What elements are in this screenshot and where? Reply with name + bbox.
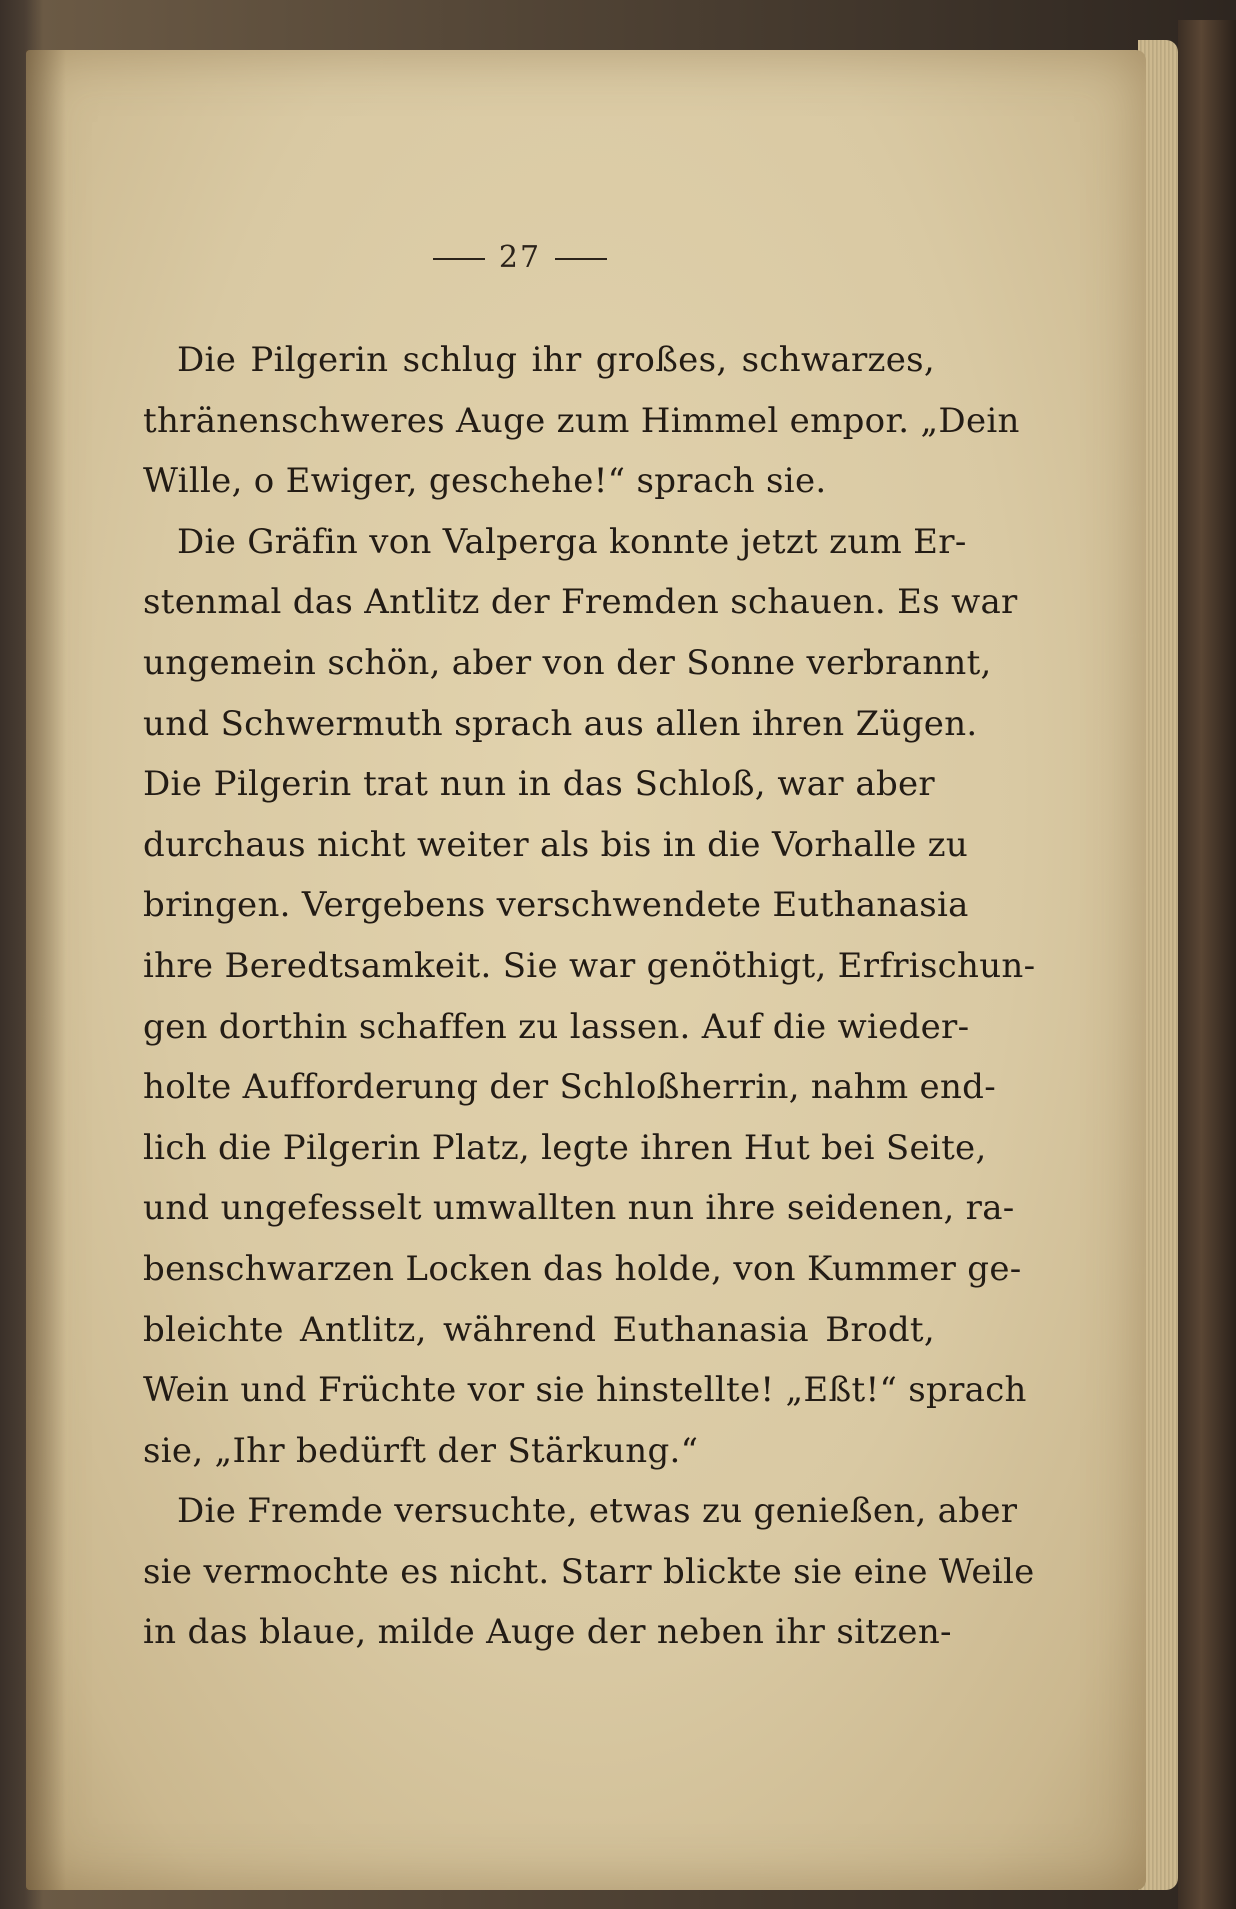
text-line: sie, „Ihr bedürft der Stärkung.“ xyxy=(143,1430,699,1471)
text-line: ungemein schön, aber von der Sonne verbrannt, xyxy=(143,642,992,683)
text-line: benschwarzen Locken das holde, von Kummer ge- xyxy=(143,1248,1022,1289)
text-line: thränenschweres Auge zum Himmel empor. „Dein xyxy=(143,400,1020,441)
text-line: sie vermochte es nicht. Starr blickte sie eine Weile xyxy=(143,1551,1035,1592)
header-dash-right xyxy=(555,258,607,260)
text-line: Die Gräfin von Valperga konnte jetzt zum Er- xyxy=(177,521,967,562)
text-line: Wein und Früchte vor sie hinstellte! „Eßt!“ sprach xyxy=(143,1370,1027,1411)
text-line: Die Pilgerin trat nun in das Schloß, war aber xyxy=(143,764,935,805)
body-text xyxy=(143,330,1036,1663)
text-line: und Schwermuth sprach aus allen ihren Zügen. xyxy=(143,703,978,744)
page-number: 27 xyxy=(498,240,542,275)
text-line: stenmal das Antlitz der Fremden schauen. Es war xyxy=(143,582,1018,623)
text-line: bringen. Vergebens verschwendete Euthanasia xyxy=(143,885,969,926)
text-line: lich die Pilgerin Platz, legte ihren Hut bei Seite, xyxy=(143,1127,987,1168)
text-line: in das blaue, milde Auge der neben ihr sitzen- xyxy=(143,1612,952,1653)
book-cover-edge xyxy=(1178,20,1236,1909)
text-line: und ungefesselt umwallten nun ihre seidenen, ra- xyxy=(143,1188,1015,1229)
page-header xyxy=(400,240,640,280)
text-line: Die Fremde versuchte, etwas zu genießen, aber xyxy=(177,1491,1018,1532)
header-dash-left xyxy=(433,258,485,260)
page-gutter-shadow xyxy=(26,50,66,1890)
text-line: ihre Beredtsamkeit. Sie war genöthigt, Erfrischun- xyxy=(143,945,1036,986)
text-line: holte Aufforderung der Schloßherrin, nahm end- xyxy=(143,1067,997,1108)
text-line: durchaus nicht weiter als bis in die Vorhalle zu xyxy=(143,824,969,865)
text-line: Die Pilgerin schlug ihr großes, schwarzes, xyxy=(177,340,935,380)
text-line: bleichte Antlitz, während Euthanasia Brodt, xyxy=(143,1309,935,1350)
text-line: gen dorthin schaffen zu lassen. Auf die wieder- xyxy=(143,1006,970,1047)
text-line: Wille, o Ewiger, geschehe!“ sprach sie. xyxy=(143,461,827,502)
